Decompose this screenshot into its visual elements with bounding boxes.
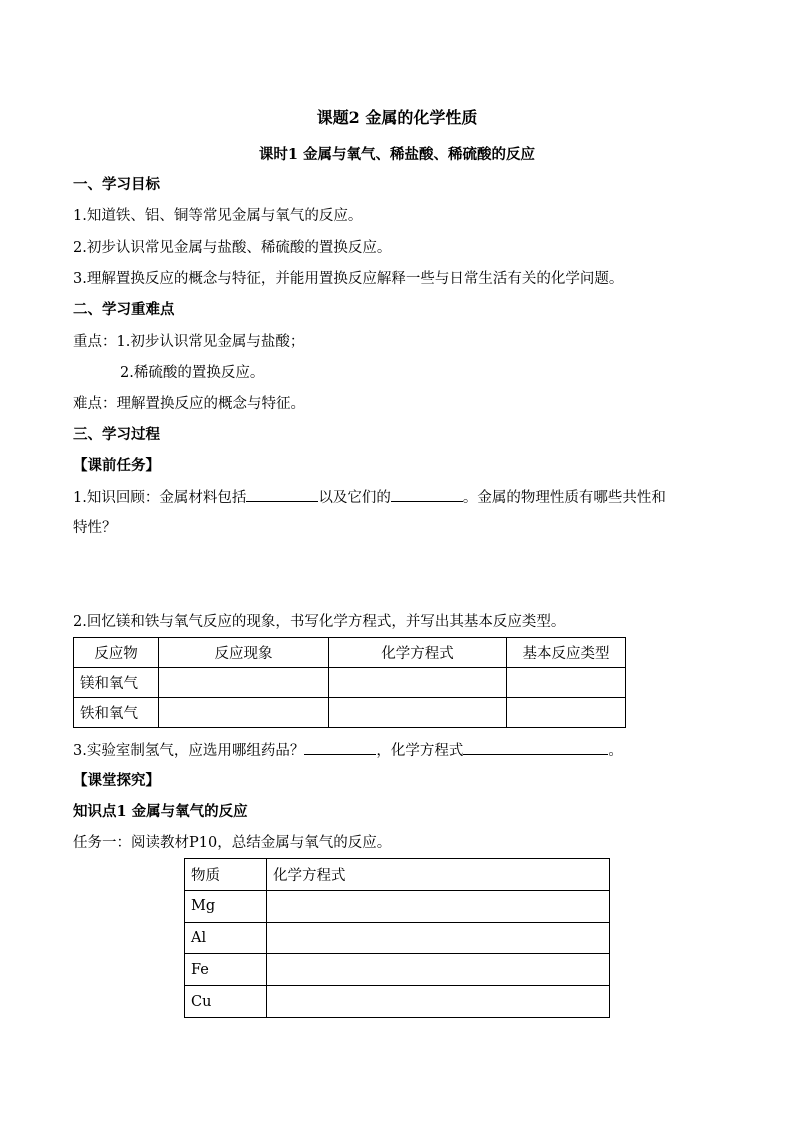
- table-header-row: [185, 859, 610, 891]
- question-3-part-b: ，化学方程式: [376, 743, 464, 759]
- table-header-cell: 基本反应类型: [507, 638, 626, 668]
- table-cell[interactable]: [267, 922, 610, 954]
- lesson-subtitle: 课时1 金属与氧气、稀盐酸、稀硫酸的反应: [258, 146, 536, 163]
- section-keypoints-heading: 二、学习重难点: [73, 301, 175, 318]
- objective-item-2: 2.初步认识常见金属与盐酸、稀硫酸的置换反应。: [73, 240, 392, 256]
- table-header-row: [74, 638, 626, 668]
- class-explore-label: 【课堂探究】: [73, 772, 160, 789]
- question-1-part-b: 以及它们的: [318, 490, 391, 506]
- table-cell[interactable]: [159, 698, 329, 728]
- key-point-1: 重点：1.初步认识常见金属与盐酸；: [73, 334, 305, 350]
- section-objectives-heading: 一、学习目标: [73, 176, 160, 193]
- table-cell: 镁和氧气: [74, 668, 159, 698]
- answer-blank[interactable]: [463, 740, 608, 755]
- question-1-part-a: 1.知识回顾：金属材料包括: [73, 490, 247, 506]
- reaction-table: [73, 637, 626, 728]
- question-1-continued: 特性？: [73, 520, 117, 536]
- question-3: [73, 740, 623, 761]
- pre-class-task-label: 【课前任务】: [73, 457, 160, 474]
- table-row: [74, 668, 626, 698]
- table-cell[interactable]: [507, 668, 626, 698]
- question-3-part-a: 3.实验室制氢气，应选用哪组药品？: [73, 743, 305, 759]
- question-2: 2.回忆镁和铁与氧气反应的现象，书写化学方程式，并写出其基本反应类型。: [73, 614, 566, 630]
- table-cell[interactable]: [267, 986, 610, 1018]
- table-cell[interactable]: [267, 954, 610, 986]
- table-row: [185, 954, 610, 986]
- question-1: [73, 487, 666, 508]
- table-cell[interactable]: [507, 698, 626, 728]
- knowledge-point-1: 知识点1 金属与氧气的反应: [73, 803, 248, 820]
- page-title: 课题2 金属的化学性质: [316, 108, 478, 127]
- table-cell: Cu: [185, 986, 267, 1018]
- objective-item-3: 3.理解置换反应的概念与特征，并能用置换反应解释一些与日常生活有关的化学问题。: [73, 271, 624, 287]
- answer-blank[interactable]: [391, 487, 463, 502]
- answer-blank[interactable]: [246, 487, 318, 502]
- table-cell[interactable]: [329, 698, 507, 728]
- objective-item-1: 1.知道铁、铝、铜等常见金属与氧气的反应。: [73, 208, 363, 224]
- question-3-part-c: 。: [608, 743, 623, 759]
- table-header-cell: 化学方程式: [329, 638, 507, 668]
- table-cell: Mg: [185, 890, 267, 922]
- answer-blank[interactable]: [304, 740, 376, 755]
- table-cell[interactable]: [159, 668, 329, 698]
- key-point-2: 2.稀硫酸的置换反应。: [120, 365, 265, 381]
- difficult-point: 难点：理解置换反应的概念与特征。: [73, 396, 305, 412]
- table-cell: Fe: [185, 954, 267, 986]
- section-process-heading: 三、学习过程: [73, 426, 160, 443]
- table-cell: Al: [185, 922, 267, 954]
- table-header-cell: 反应现象: [159, 638, 329, 668]
- task-1: 任务一：阅读教材P10，总结金属与氧气的反应。: [73, 835, 392, 851]
- table-header-cell: 反应物: [74, 638, 159, 668]
- table-header-cell: 物质: [185, 859, 267, 891]
- question-1-part-c: 。金属的物理性质有哪些共性和: [462, 490, 666, 506]
- table-cell: 铁和氧气: [74, 698, 159, 728]
- table-header-cell: 化学方程式: [267, 859, 610, 891]
- table-row: [185, 890, 610, 922]
- table-row: [185, 922, 610, 954]
- table-row: [185, 986, 610, 1018]
- table-cell[interactable]: [267, 890, 610, 922]
- metal-oxygen-table: [184, 858, 610, 1018]
- table-cell[interactable]: [329, 668, 507, 698]
- table-row: [74, 698, 626, 728]
